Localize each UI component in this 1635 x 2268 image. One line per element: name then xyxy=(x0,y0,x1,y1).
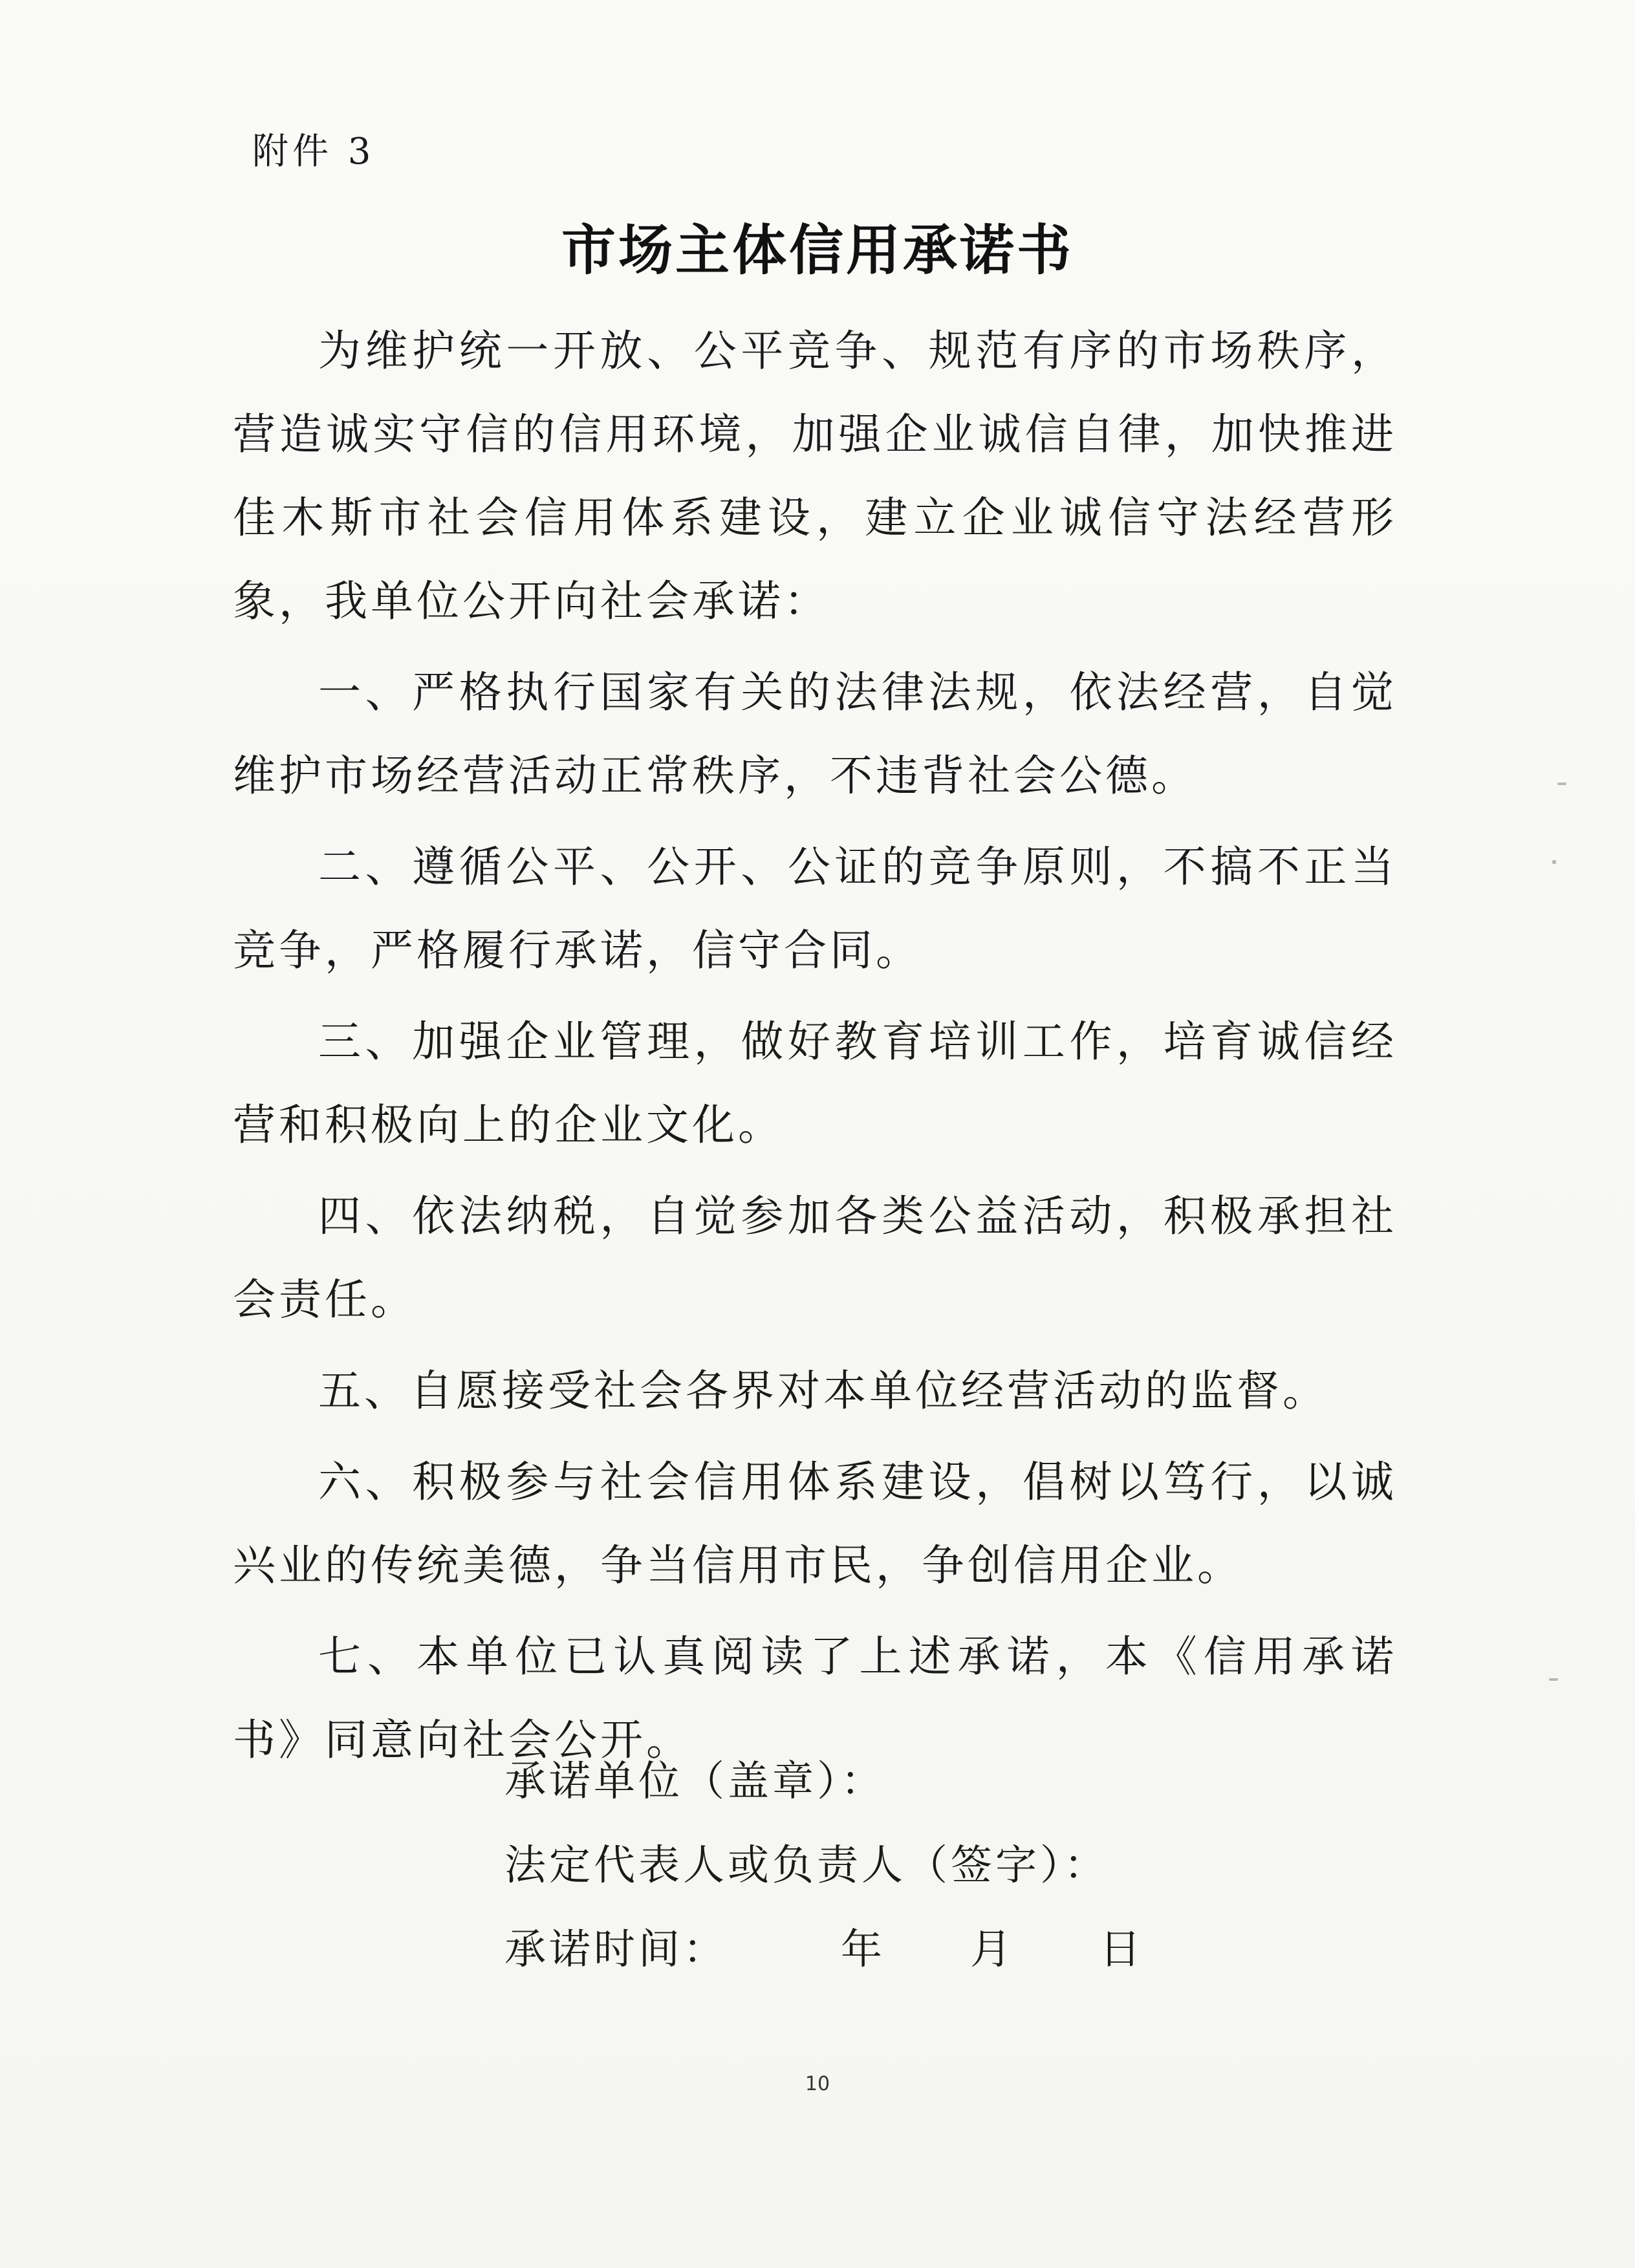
commitment-date-label: 承诺时间： xyxy=(504,1926,728,1974)
commitment-item-5: 五、自愿接受社会各界对本单位经营活动的监督。 xyxy=(318,1366,1328,1416)
signature-block xyxy=(504,1740,1229,1992)
intro-paragraph: 为维护统一开放、公平竞争、规范有序的市场秩序，营造诚实守信的信用环境，加强企业诚信自律，加快推进佳木斯市社会信用体系建设，建立企业诚信守法经营形象，我单位公开向社会承诺： xyxy=(233,326,1397,626)
scan-artifact-mark xyxy=(1552,860,1556,864)
date-month-label: 月 xyxy=(970,1926,1015,1974)
attachment-label: 附件 3 xyxy=(252,131,375,173)
commitment-item-7: 七、本单位已认真阅读了上述承诺，本《信用承诺书》同意向社会公开。 xyxy=(233,1632,1397,1765)
page-number: 10 xyxy=(805,2073,830,2095)
commitment-item-6: 六、积极参与社会信用体系建设，倡树以笃行，以诚兴业的传统美德，争当信用市民，争创信用企业。 xyxy=(233,1457,1397,1590)
date-year-label: 年 xyxy=(841,1926,885,1974)
commitment-body xyxy=(233,309,1397,1782)
commitment-item-1: 一、严格执行国家有关的法律法规，依法经营，自觉维护市场经营活动正常秩序，不违背社会公德。 xyxy=(233,667,1397,801)
date-day-label: 日 xyxy=(1099,1926,1144,1974)
document-title: 市场主体信用承诺书 xyxy=(561,219,1074,282)
commitment-item-3: 三、加强企业管理，做好教育培训工作，培育诚信经营和积极向上的企业文化。 xyxy=(233,1017,1397,1150)
committing-unit-label: 承诺单位（盖章）： xyxy=(504,1758,885,1806)
representative-signature-label: 法定代表人或负责人（签字）： xyxy=(504,1842,1109,1890)
commitment-date-line xyxy=(504,1908,1229,1992)
commitment-item-2: 二、遵循公平、公开、公证的竞争原则，不搞不正当竞争，严格履行承诺，信守合同。 xyxy=(233,842,1397,975)
scan-artifact-mark xyxy=(1549,1678,1558,1681)
commitment-item-4: 四、依法纳税，自觉参加各类公益活动，积极承担社会责任。 xyxy=(233,1191,1397,1324)
scan-artifact-mark xyxy=(1557,783,1566,785)
